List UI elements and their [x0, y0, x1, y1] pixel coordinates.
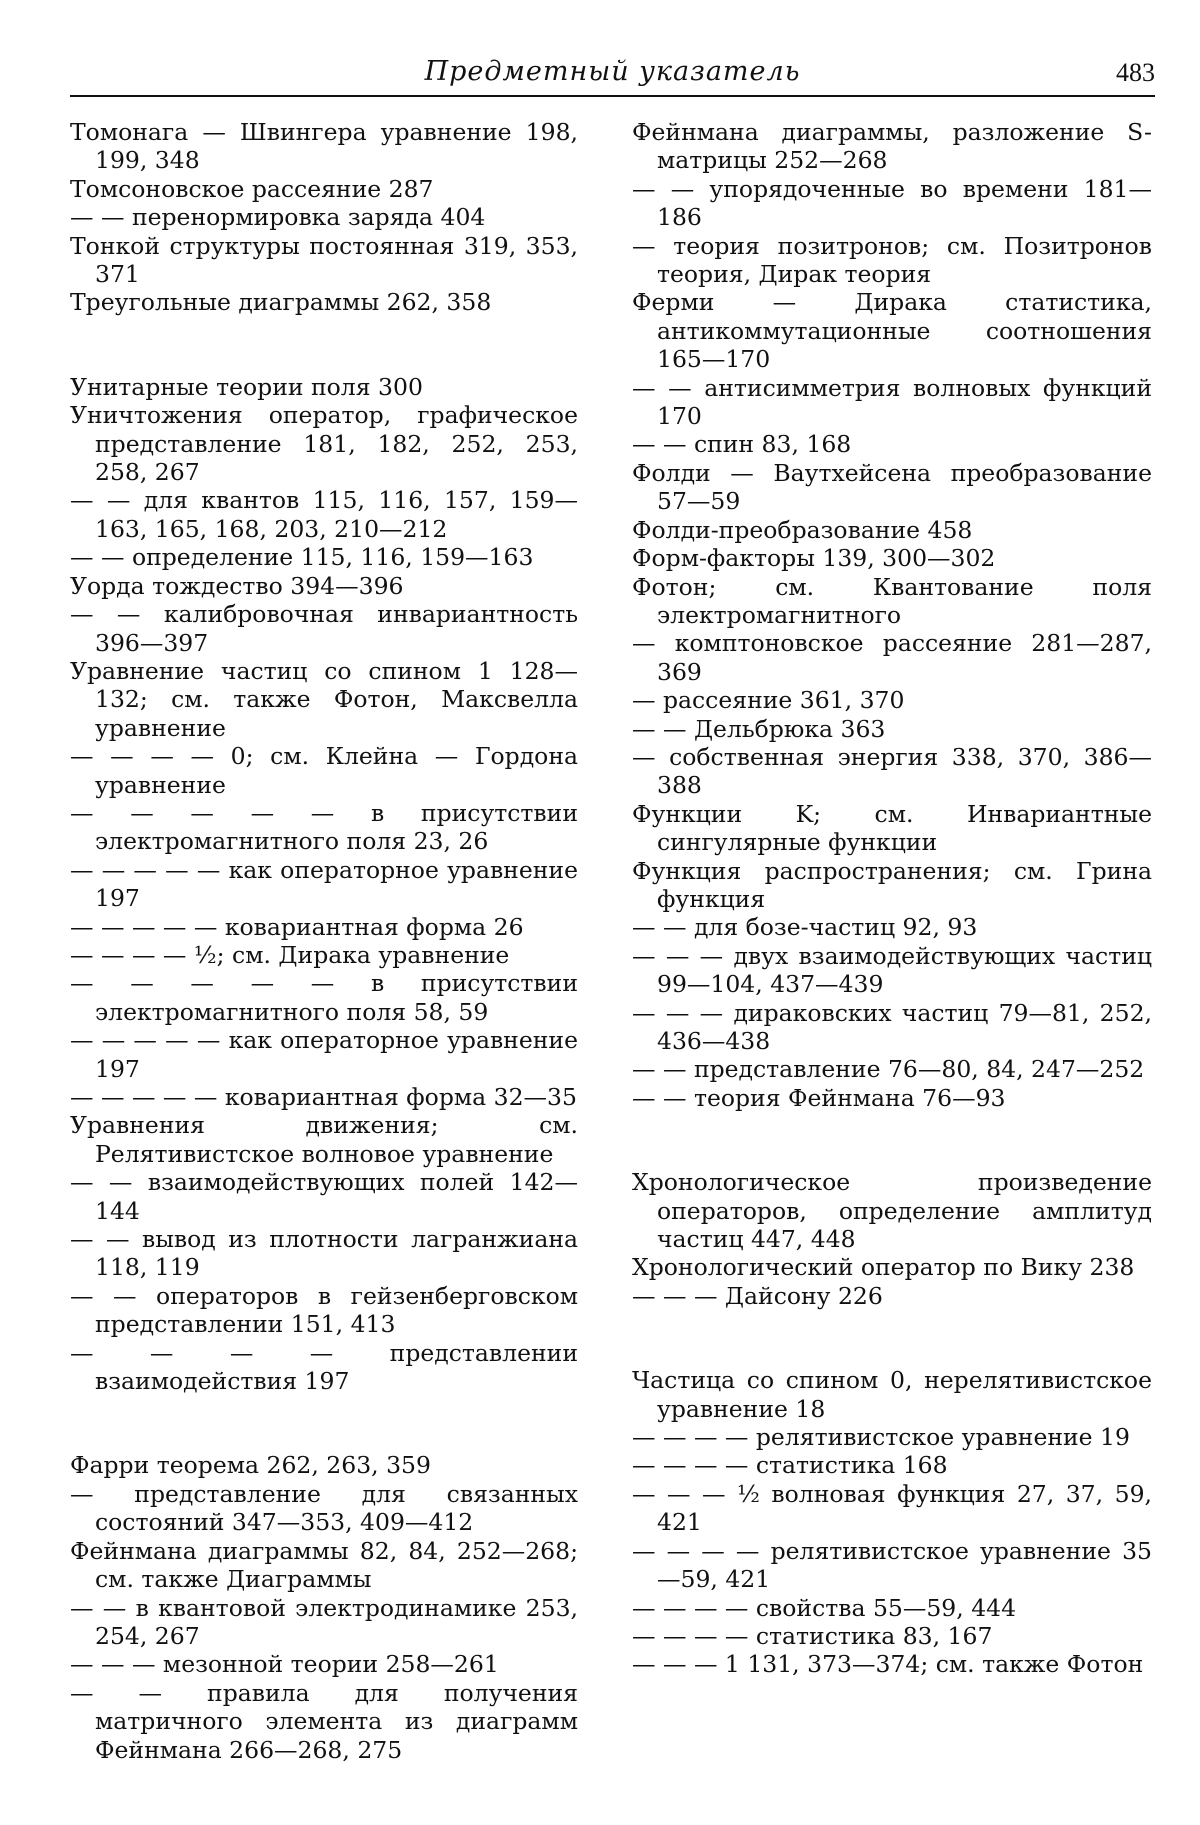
- index-entry: — — — дираковских частиц 79—81, 252, 436—438: [632, 998, 1152, 1055]
- index-entry: Уравнения движения; см. Релятивистское волновое уравнение: [70, 1111, 578, 1168]
- header-rule: [70, 95, 1155, 97]
- section-gap: [632, 1112, 1152, 1168]
- right-index-column: [632, 118, 1152, 1679]
- index-entry: — комптоновское рассеяние 281—287, 369: [632, 629, 1152, 686]
- index-entry: — — — Дайсону 226: [632, 1281, 883, 1310]
- index-entry: Уничтожения оператор, графическое представление 181, 182, 252, 253, 258, 267: [70, 401, 578, 487]
- index-entry: — теория позитронов; см. Позитронов теория, Дирак теория: [632, 231, 1152, 289]
- index-entry: — — теория Фейнмана 76—93: [632, 1083, 1006, 1112]
- index-entry: — — операторов в гейзенберговском представлении 151, 413: [70, 1281, 578, 1339]
- index-entry: — — взаимодействующих полей 142—144: [70, 1168, 578, 1225]
- index-entry: Уравнение частиц со спином 1 128—132; см. также Фотон, Максвелла уравнение: [70, 656, 578, 742]
- index-entry: — — калибровочная инвариантность 396—397: [70, 600, 578, 657]
- index-entry: — — — — статистика 83, 167: [632, 1621, 993, 1650]
- index-entry: Томсоновское рассеяние 287: [70, 174, 434, 203]
- index-entry: — — — — — как операторное уравнение 197: [70, 1026, 578, 1083]
- index-entry: — — — ½ волновая функция 27, 37, 59, 421: [632, 1479, 1152, 1537]
- index-entry: Фотон; см. Квантование поля электромагнитного: [632, 572, 1152, 629]
- running-head: [70, 56, 1155, 96]
- index-entry: — — вывод из плотности лагранжиана 118, 119: [70, 1225, 578, 1282]
- index-entry: — — — — — в присутствии электромагнитного поля 58, 59: [70, 969, 578, 1026]
- index-entry: — — — — релятивистское уравнение 19: [632, 1423, 1130, 1452]
- index-entry: Функция распространения; см. Грина функция: [632, 856, 1152, 913]
- index-entry: — — в квантовой электродинамике 253, 254, 267: [70, 1593, 578, 1650]
- left-index-column: [70, 118, 578, 1764]
- index-entry: Функции K; см. Инвариантные сингулярные функции: [632, 799, 1152, 857]
- index-entry: — — — — ½; см. Дирака уравнение: [70, 940, 510, 969]
- index-entry: Фарри теорема 262, 263, 359: [70, 1451, 431, 1480]
- section-gap: [632, 1310, 1152, 1366]
- index-entry: Уорда тождество 394—396: [70, 571, 404, 600]
- index-entry: — — — — статистика 168: [632, 1451, 948, 1480]
- index-entry: — — — 1 131, 373—374; см. также Фотон: [632, 1650, 1144, 1679]
- index-entry: — — — — — как операторное уравнение 197: [70, 855, 578, 913]
- index-entry: — — для квантов 115, 116, 157, 159—163, 165, 168, 203, 210—212: [70, 486, 578, 543]
- page-number: 483: [1116, 58, 1155, 87]
- index-entry: — — спин 83, 168: [632, 430, 852, 459]
- index-entry: — — упорядоченные во времени 181—186: [632, 174, 1152, 232]
- index-entry: — собственная энергия 338, 370, 386—388: [632, 742, 1152, 800]
- index-entry: Частица со спином 0, нерелятивистское уравнение 18: [632, 1366, 1152, 1423]
- index-entry: Фейнмана диаграммы, разложение S-матрицы 252—268: [632, 118, 1152, 175]
- index-entry: Фолди — Ваутхейсена преобразование 57—59: [632, 458, 1152, 516]
- index-entry: — — правила для получения матричного элемента из диаграмм Фейнмана 266—268, 275: [70, 1678, 578, 1764]
- index-entry: Унитарные теории поля 300: [70, 372, 423, 401]
- index-entry: — — — — — ковариантная форма 32—35: [70, 1083, 577, 1111]
- index-entry: — — — — релятивистское уравнение 35—59, 421: [632, 1536, 1152, 1594]
- section-gap: [70, 317, 578, 373]
- index-entry: Форм-факторы 139, 300—302: [632, 544, 996, 573]
- index-entry: Треугольные диаграммы 262, 358: [70, 288, 492, 317]
- index-entry: — — — — свойства 55—59, 444: [632, 1593, 1017, 1622]
- index-entry: Томонага — Швингера уравнение 198, 199, 348: [70, 118, 578, 175]
- index-entry: — — — — представлении взаимодействия 197: [70, 1338, 578, 1396]
- index-entry: Хронологический оператор по Вику 238: [632, 1253, 1135, 1282]
- index-entry: — — Дельбрюка 363: [632, 714, 886, 743]
- index-entry: — — антисимметрия волновых функций 170: [632, 373, 1152, 431]
- index-entry: Фейнмана диаграммы 82, 84, 252—268; см. также Диаграммы: [70, 1536, 578, 1594]
- index-entry: Фолди-преобразование 458: [632, 515, 973, 544]
- index-entry: — рассеяние 361, 370: [632, 686, 905, 715]
- index-entry: — — — — — ковариантная форма 26: [70, 912, 524, 941]
- index-entry: Тонкой структуры постоянная 319, 353, 371: [70, 231, 578, 289]
- index-entry: — — — двух взаимодействующих частиц 99—104, 437—439: [632, 941, 1152, 999]
- section-gap: [70, 1395, 578, 1451]
- index-entry: — — для бозе-частиц 92, 93: [632, 913, 978, 942]
- index-entry: — — представление 76—80, 84, 247—252: [632, 1055, 1145, 1084]
- index-entry: — — — — — в присутствии электромагнитного поля 23, 26: [70, 798, 578, 856]
- index-entry: — — определение 115, 116, 159—163: [70, 543, 534, 572]
- index-entry: Ферми — Дирака статистика, антикоммутационные соотношения 165—170: [632, 288, 1152, 374]
- index-entry: Хронологическое произведение операторов, определение амплитуд частиц 447, 448: [632, 1168, 1152, 1254]
- page-title: Предметный указатель: [424, 56, 801, 87]
- index-entry: — — перенормировка заряда 404: [70, 203, 486, 232]
- index-entry: — — — мезонной теории 258—261: [70, 1650, 499, 1679]
- index-entry: — представление для связанных состояний 347—353, 409—412: [70, 1479, 578, 1537]
- index-entry: — — — — 0; см. Клейна — Гордона уравнение: [70, 742, 578, 799]
